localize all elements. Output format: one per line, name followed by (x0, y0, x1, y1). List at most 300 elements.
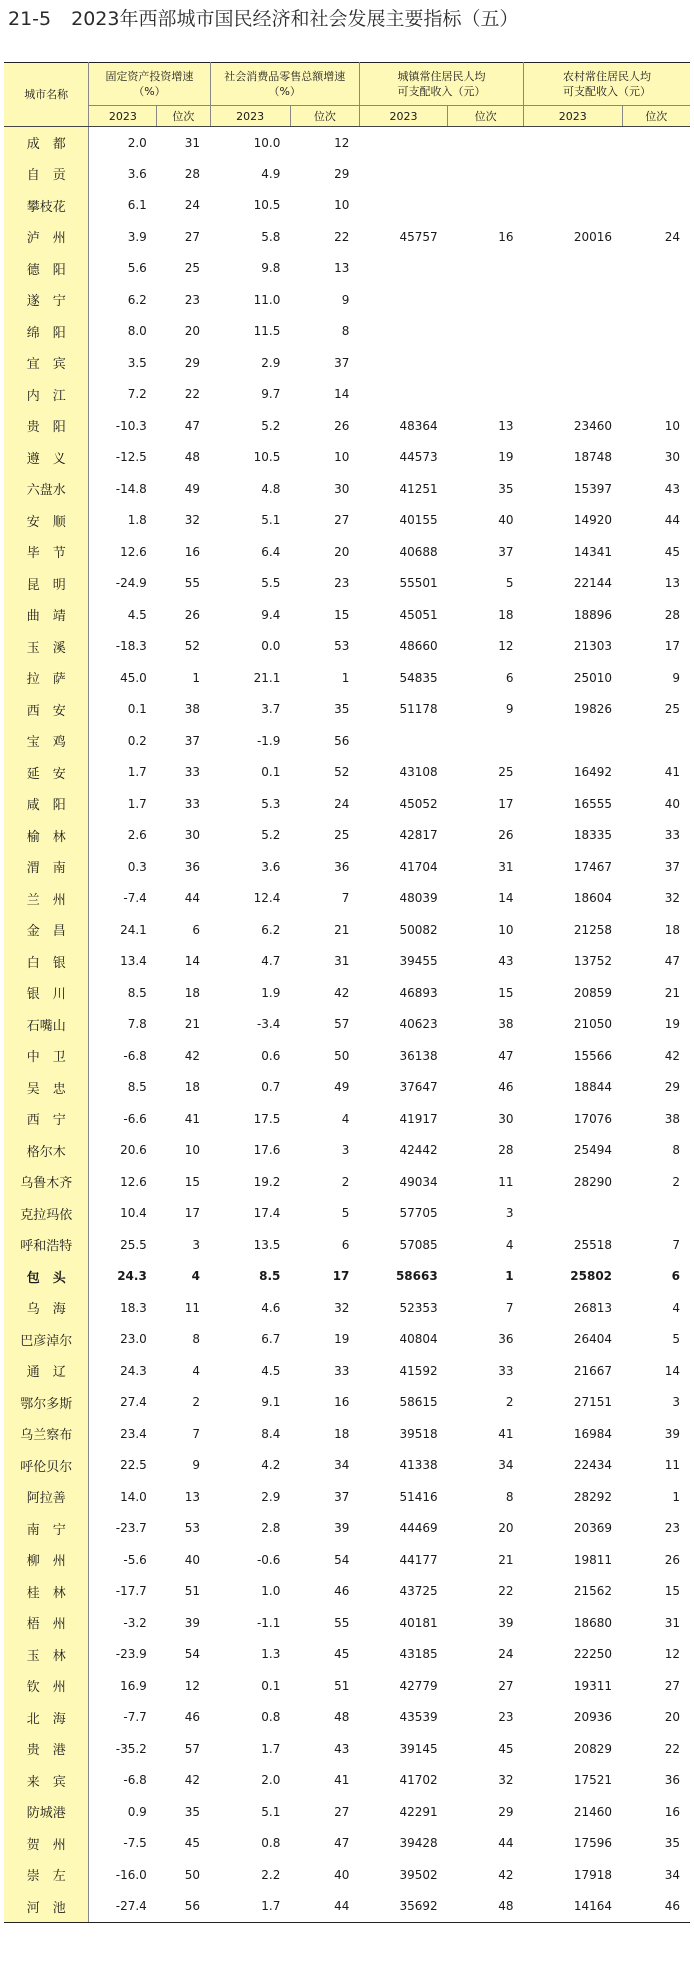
retail-rank-cell: 10 (334, 198, 350, 213)
table-row (4, 757, 690, 789)
table-row (4, 1607, 690, 1639)
fixed-investment-rank-cell: 4 (191, 1269, 200, 1284)
city-name: 西 安 (4, 694, 89, 726)
retail-growth-cell: 10.5 (253, 450, 281, 465)
table-row (4, 190, 690, 222)
urban-income-cell: 51178 (399, 702, 438, 717)
retail-rank-cell: 14 (334, 387, 350, 402)
table-row (4, 1040, 690, 1072)
table-row (4, 379, 690, 411)
header-urban-income (359, 63, 523, 106)
fixed-investment-rank-cell: 52 (184, 639, 200, 654)
rural-income-cell: 13752 (573, 954, 613, 969)
rural-income-cell: 20369 (573, 1521, 613, 1536)
urban-income-cell: 41704 (399, 859, 438, 874)
fixed-investment-rank-cell: 25 (184, 261, 200, 276)
table-row (4, 1135, 690, 1167)
fixed-investment-rank-cell: 3 (192, 1237, 200, 1252)
city-name: 柳 州 (4, 1544, 89, 1576)
retail-growth-cell: -3.4 (256, 1017, 281, 1032)
rural-income-rank-cell: 35 (664, 1836, 680, 1851)
urban-income-rank-cell: 1 (505, 1269, 514, 1284)
urban-income-rank-cell: 42 (498, 1867, 514, 1882)
retail-rank-cell: 57 (334, 1017, 350, 1032)
city-name: 呼和浩特 (4, 1229, 89, 1261)
city-name: 贵 阳 (4, 410, 89, 442)
table-row (4, 1733, 690, 1765)
urban-income-rank-cell: 14 (498, 891, 514, 906)
city-name: 德 阳 (4, 253, 89, 285)
urban-income-cell: 45052 (399, 796, 438, 811)
rural-income-rank-cell: 38 (664, 1111, 680, 1126)
rural-income-rank-cell: 14 (664, 1363, 680, 1378)
rural-income-rank-cell: 33 (664, 828, 680, 843)
table-row (4, 1891, 690, 1923)
fixed-investment-rank-cell: 21 (184, 1017, 200, 1032)
rural-income-rank-cell: 13 (664, 576, 680, 591)
urban-income-rank-cell: 34 (498, 1458, 514, 1473)
rural-income-cell: 19311 (573, 1678, 613, 1693)
urban-income-cell: 48039 (399, 891, 438, 906)
urban-income-cell: 40804 (399, 1332, 438, 1347)
rural-income-rank-cell: 7 (672, 1237, 680, 1252)
rural-income-cell: 25010 (573, 670, 613, 685)
urban-income-cell: 43539 (399, 1710, 438, 1725)
city-name: 银 川 (4, 977, 89, 1009)
table-row (4, 1670, 690, 1702)
retail-growth-cell: 5.3 (261, 796, 281, 811)
city-name: 贺 州 (4, 1828, 89, 1860)
urban-income-cell: 40623 (399, 1017, 438, 1032)
retail-rank-cell: 37 (334, 1489, 350, 1504)
fixed-investment-growth-cell: 27.4 (120, 1395, 147, 1410)
retail-growth-cell: 5.2 (261, 418, 281, 433)
urban-income-rank-cell: 16 (498, 229, 514, 244)
fixed-investment-growth-cell: 23.0 (120, 1332, 147, 1347)
urban-income-cell: 39518 (399, 1426, 438, 1441)
fixed-investment-rank-cell: 33 (184, 796, 200, 811)
retail-rank-cell: 53 (334, 639, 350, 654)
rural-income-rank-cell: 41 (664, 765, 680, 780)
fixed-investment-rank-cell: 39 (184, 1615, 200, 1630)
urban-income-cell: 43108 (399, 765, 438, 780)
rural-income-rank-cell: 46 (622, 1891, 690, 1923)
rural-income-cell (524, 158, 622, 190)
fixed-investment-growth-cell: 25.5 (120, 1237, 147, 1252)
fixed-investment-growth-cell: -23.9 (115, 1647, 147, 1662)
city-name: 乌 海 (4, 1292, 89, 1324)
retail-rank-cell: 20 (334, 544, 350, 559)
retail-rank-cell: 12 (334, 135, 350, 150)
retail-rank-cell: 6 (341, 1237, 350, 1252)
fixed-investment-rank-cell: 55 (184, 576, 200, 591)
rural-income-rank-cell: 19 (664, 1017, 680, 1032)
table-row (4, 977, 690, 1009)
rural-income-rank-cell (622, 284, 690, 316)
table-row (4, 1828, 690, 1860)
retail-growth-cell: 4.7 (261, 954, 281, 969)
retail-growth-cell: 12.4 (253, 891, 281, 906)
rural-income-rank-cell: 18 (664, 922, 680, 937)
city-name: 崇 左 (4, 1859, 89, 1891)
retail-rank-cell: 45 (334, 1647, 350, 1662)
urban-income-cell (359, 253, 447, 285)
header-retail-sales (210, 63, 359, 106)
table-row (4, 284, 690, 316)
rural-income-cell (524, 253, 622, 285)
urban-income-cell: 40155 (399, 513, 438, 528)
rural-income-cell: 28290 (573, 1174, 613, 1189)
header-fixed-investment (89, 63, 210, 106)
table-row (4, 1576, 690, 1608)
table-body (4, 127, 690, 1923)
urban-income-rank-cell: 20 (498, 1521, 514, 1536)
rural-income-cell: 20829 (573, 1741, 613, 1756)
retail-growth-cell: 0.1 (261, 765, 281, 780)
urban-income-cell: 41251 (399, 481, 438, 496)
rural-income-cell: 26813 (573, 1300, 613, 1315)
rural-income-cell: 21050 (573, 1017, 613, 1032)
fixed-investment-growth-cell: 1.7 (127, 796, 147, 811)
table-row (4, 1639, 690, 1671)
header-city: 城市名称 (4, 63, 89, 127)
city-name: 通 辽 (4, 1355, 89, 1387)
urban-income-rank-cell: 47 (498, 1048, 514, 1063)
urban-income-rank-cell: 38 (498, 1017, 514, 1032)
retail-growth-cell: 17.4 (253, 1206, 281, 1221)
rural-income-cell: 18680 (573, 1615, 613, 1630)
urban-income-cell: 37647 (399, 1080, 438, 1095)
fixed-investment-growth-cell: -3.2 (123, 1615, 147, 1630)
table-row (4, 599, 690, 631)
rural-income-cell (524, 347, 622, 379)
city-name: 吴 忠 (4, 1072, 89, 1104)
retail-growth-cell: -1.1 (256, 1615, 281, 1630)
retail-growth-cell: 2.8 (261, 1521, 281, 1536)
urban-income-rank-cell: 43 (498, 954, 514, 969)
urban-income-cell: 40688 (399, 544, 438, 559)
city-name: 绵 阳 (4, 316, 89, 348)
fixed-investment-growth-cell: -10.3 (115, 418, 147, 433)
urban-income-rank-cell: 40 (498, 513, 514, 528)
fixed-investment-growth-cell: -5.6 (123, 1552, 147, 1567)
rural-income-rank-cell: 11 (664, 1458, 680, 1473)
fixed-investment-growth-cell: 1.8 (127, 513, 147, 528)
urban-income-rank-cell: 41 (498, 1426, 514, 1441)
urban-income-cell (359, 158, 447, 190)
table-row (4, 568, 690, 600)
fixed-investment-rank-cell: 47 (184, 418, 200, 433)
retail-rank-cell: 5 (341, 1206, 350, 1221)
rural-income-cell: 14164 (524, 1891, 622, 1923)
urban-income-cell: 52353 (399, 1300, 438, 1315)
fixed-investment-growth-cell: 3.6 (127, 166, 147, 181)
subheader-year: 2023 (524, 106, 622, 127)
urban-income-rank-cell: 13 (498, 418, 514, 433)
fixed-investment-rank-cell: 13 (184, 1489, 200, 1504)
urban-income-rank-cell: 24 (498, 1647, 514, 1662)
retail-growth-cell: 2.0 (261, 1773, 281, 1788)
urban-income-rank-cell (448, 379, 524, 411)
fixed-investment-rank-cell: 57 (184, 1741, 200, 1756)
urban-income-cell: 50082 (399, 922, 438, 937)
rural-income-cell: 21258 (573, 922, 613, 937)
retail-rank-cell: 35 (334, 702, 350, 717)
city-name: 自 贡 (4, 158, 89, 190)
rural-income-rank-cell: 37 (664, 859, 680, 874)
fixed-investment-growth-cell: 24.1 (120, 922, 147, 937)
urban-income-rank-cell: 29 (498, 1804, 514, 1819)
urban-income-rank-cell: 3 (505, 1206, 514, 1221)
rural-income-cell: 21460 (573, 1804, 613, 1819)
fixed-investment-rank-cell: 54 (184, 1647, 200, 1662)
urban-income-rank-cell: 32 (498, 1773, 514, 1788)
fixed-investment-rank-cell: 6 (192, 922, 200, 937)
rural-income-cell: 23460 (573, 418, 613, 433)
rural-income-cell (524, 190, 622, 222)
city-name: 鄂尔多斯 (4, 1387, 89, 1419)
rural-income-rank-cell: 16 (664, 1804, 680, 1819)
retail-growth-cell: 19.2 (253, 1174, 281, 1189)
retail-rank-cell: 34 (334, 1458, 350, 1473)
city-name: 延 安 (4, 757, 89, 789)
urban-income-cell: 36138 (399, 1048, 438, 1063)
urban-income-cell: 58615 (399, 1395, 438, 1410)
urban-income-rank-cell: 11 (498, 1174, 514, 1189)
rural-income-cell (524, 1198, 622, 1230)
retail-growth-cell: 6.2 (261, 922, 281, 937)
fixed-investment-rank-cell: 8 (192, 1332, 200, 1347)
rural-income-rank-cell: 6 (671, 1269, 680, 1284)
urban-income-rank-cell: 37 (498, 544, 514, 559)
rural-income-rank-cell: 25 (664, 702, 680, 717)
rural-income-rank-cell: 20 (664, 1710, 680, 1725)
subheader-year: 2023 (210, 106, 290, 127)
retail-rank-cell: 8 (341, 324, 350, 339)
urban-income-rank-cell: 2 (505, 1395, 514, 1410)
retail-rank-cell: 44 (290, 1891, 359, 1923)
header-group-label: 城镇常住居民人均 可支配收入（元） (397, 70, 486, 98)
urban-income-cell: 45757 (399, 229, 438, 244)
city-name: 内 江 (4, 379, 89, 411)
rural-income-rank-cell (622, 253, 690, 285)
urban-income-cell (359, 379, 447, 411)
fixed-investment-growth-cell: 8.5 (127, 1080, 147, 1095)
urban-income-cell: 55501 (399, 576, 438, 591)
table-row (4, 1418, 690, 1450)
retail-growth-cell: 17.6 (253, 1143, 281, 1158)
subheader-rank: 位次 (157, 106, 210, 127)
retail-growth-cell: 6.4 (261, 544, 281, 559)
rural-income-rank-cell (622, 316, 690, 348)
fixed-investment-rank-cell: 23 (184, 292, 200, 307)
fixed-investment-growth-cell: -18.3 (115, 639, 147, 654)
city-name: 渭 南 (4, 851, 89, 883)
fixed-investment-growth-cell: 16.9 (120, 1678, 147, 1693)
rural-income-cell (524, 127, 622, 159)
fixed-investment-growth-cell: 12.6 (120, 1174, 147, 1189)
urban-income-rank-cell: 46 (498, 1080, 514, 1095)
rural-income-cell: 17521 (573, 1773, 613, 1788)
fixed-investment-growth-cell: 0.9 (127, 1804, 147, 1819)
retail-rank-cell: 52 (334, 765, 350, 780)
table-row (4, 1198, 690, 1230)
city-name: 拉 萨 (4, 662, 89, 694)
fixed-investment-rank-cell: 18 (184, 985, 200, 1000)
table-row (4, 410, 690, 442)
retail-rank-cell: 31 (334, 954, 350, 969)
rural-income-rank-cell (622, 158, 690, 190)
rural-income-rank-cell: 4 (672, 1300, 680, 1315)
fixed-investment-growth-cell: 24.3 (120, 1363, 147, 1378)
fixed-investment-rank-cell: 27 (184, 229, 200, 244)
fixed-investment-rank-cell: 56 (157, 1891, 210, 1923)
fixed-investment-growth-cell: 6.2 (127, 292, 147, 307)
retail-growth-cell: 1.0 (261, 1584, 281, 1599)
fixed-investment-rank-cell: 36 (184, 859, 200, 874)
city-name: 呼伦贝尔 (4, 1450, 89, 1482)
city-name: 乌兰察布 (4, 1418, 89, 1450)
city-name: 乌鲁木齐 (4, 1166, 89, 1198)
city-name: 梧 州 (4, 1607, 89, 1639)
table-row (4, 662, 690, 694)
rural-income-rank-cell (622, 190, 690, 222)
retail-growth-cell: 13.5 (253, 1237, 281, 1252)
retail-rank-cell: 13 (334, 261, 350, 276)
fixed-investment-rank-cell: 38 (184, 702, 200, 717)
city-name: 咸 阳 (4, 788, 89, 820)
rural-income-cell: 26404 (573, 1332, 613, 1347)
fixed-investment-growth-cell: 24.3 (117, 1269, 147, 1284)
urban-income-rank-cell: 45 (498, 1741, 514, 1756)
urban-income-rank-cell (448, 347, 524, 379)
fixed-investment-rank-cell: 50 (184, 1867, 200, 1882)
urban-income-rank-cell: 9 (505, 702, 514, 717)
rural-income-rank-cell: 5 (672, 1332, 680, 1347)
rural-income-rank-cell: 36 (664, 1773, 680, 1788)
fixed-investment-rank-cell: 20 (184, 324, 200, 339)
fixed-investment-growth-cell: 12.6 (120, 544, 147, 559)
retail-rank-cell: 18 (334, 1426, 350, 1441)
fixed-investment-rank-cell: 24 (184, 198, 200, 213)
city-name: 玉 溪 (4, 631, 89, 663)
urban-income-cell (359, 190, 447, 222)
fixed-investment-rank-cell: 26 (184, 607, 200, 622)
table-row (4, 473, 690, 505)
fixed-investment-rank-cell: 35 (184, 1804, 200, 1819)
urban-income-cell: 42817 (399, 828, 438, 843)
fixed-investment-rank-cell: 29 (184, 355, 200, 370)
fixed-investment-growth-cell: -7.7 (123, 1710, 147, 1725)
rural-income-cell: 19811 (573, 1552, 613, 1567)
urban-income-cell: 48660 (399, 639, 438, 654)
rural-income-cell: 15397 (573, 481, 613, 496)
urban-income-rank-cell: 28 (498, 1143, 514, 1158)
urban-income-cell: 39145 (399, 1741, 438, 1756)
header-group-label: 社会消费品零售总额增速 （%） (224, 70, 346, 98)
fixed-investment-growth-cell: -23.7 (115, 1521, 147, 1536)
urban-income-cell: 49034 (399, 1174, 438, 1189)
city-name: 巴彦淖尔 (4, 1324, 89, 1356)
rural-income-rank-cell: 8 (672, 1143, 680, 1158)
fixed-investment-growth-cell: -24.9 (115, 576, 147, 591)
fixed-investment-rank-cell: 12 (184, 1678, 200, 1693)
fixed-investment-growth-cell: 8.5 (127, 985, 147, 1000)
fixed-investment-rank-cell: 28 (184, 166, 200, 181)
urban-income-cell: 58663 (395, 1269, 438, 1284)
fixed-investment-growth-cell: -27.4 (89, 1891, 157, 1923)
table-row (4, 1324, 690, 1356)
retail-growth-cell: 0.0 (261, 639, 281, 654)
fixed-investment-growth-cell: -7.4 (123, 891, 147, 906)
urban-income-cell: 41917 (399, 1111, 438, 1126)
rural-income-rank-cell: 45 (664, 544, 680, 559)
rural-income-rank-cell: 2 (672, 1174, 680, 1189)
header-group-label: 农村常住居民人均 可支配收入（元） (563, 70, 652, 98)
fixed-investment-growth-cell: 20.6 (120, 1143, 147, 1158)
rural-income-cell (524, 316, 622, 348)
urban-income-cell (359, 725, 447, 757)
subheader-rank: 位次 (290, 106, 359, 127)
fixed-investment-growth-cell: 4.5 (127, 607, 147, 622)
urban-income-rank-cell: 12 (498, 639, 514, 654)
rural-income-cell: 16984 (573, 1426, 613, 1441)
retail-growth-cell: 4.5 (261, 1363, 281, 1378)
retail-rank-cell: 46 (334, 1584, 350, 1599)
urban-income-cell: 42779 (399, 1678, 438, 1693)
fixed-investment-growth-cell: 7.2 (127, 387, 147, 402)
fixed-investment-rank-cell: 33 (184, 765, 200, 780)
table-row (4, 1450, 690, 1482)
rural-income-rank-cell (622, 379, 690, 411)
rural-income-rank-cell: 34 (664, 1867, 680, 1882)
urban-income-cell: 42291 (399, 1804, 438, 1819)
retail-rank-cell: 21 (334, 922, 350, 937)
fixed-investment-growth-cell: 13.4 (120, 954, 147, 969)
rural-income-rank-cell: 31 (664, 1615, 680, 1630)
retail-growth-cell: 5.8 (261, 229, 281, 244)
city-name: 宜 宾 (4, 347, 89, 379)
city-name: 兰 州 (4, 883, 89, 915)
rural-income-cell: 17596 (573, 1836, 613, 1851)
fixed-investment-rank-cell: 17 (184, 1206, 200, 1221)
retail-growth-cell: 1.7 (210, 1891, 290, 1923)
table-number: 21-5 (8, 8, 52, 30)
city-name: 钦 州 (4, 1670, 89, 1702)
retail-rank-cell: 7 (341, 891, 350, 906)
retail-rank-cell: 16 (334, 1395, 350, 1410)
retail-rank-cell: 3 (341, 1143, 350, 1158)
urban-income-rank-cell: 26 (498, 828, 514, 843)
city-name: 遵 义 (4, 442, 89, 474)
retail-growth-cell: 3.7 (261, 702, 281, 717)
city-name: 六盘水 (4, 473, 89, 505)
urban-income-rank-cell (448, 284, 524, 316)
table-row (4, 788, 690, 820)
subheader-rank: 位次 (448, 106, 524, 127)
table-row (4, 1796, 690, 1828)
rural-income-rank-cell: 28 (664, 607, 680, 622)
table-row (4, 1009, 690, 1041)
urban-income-rank-cell: 33 (498, 1363, 514, 1378)
retail-rank-cell: 40 (334, 1867, 350, 1882)
retail-growth-cell: 5.2 (261, 828, 281, 843)
retail-rank-cell: 47 (334, 1836, 350, 1851)
retail-growth-cell: 8.5 (259, 1269, 281, 1284)
retail-rank-cell: 4 (341, 1111, 350, 1126)
urban-income-rank-cell: 19 (498, 450, 514, 465)
urban-income-cell: 48364 (399, 418, 438, 433)
